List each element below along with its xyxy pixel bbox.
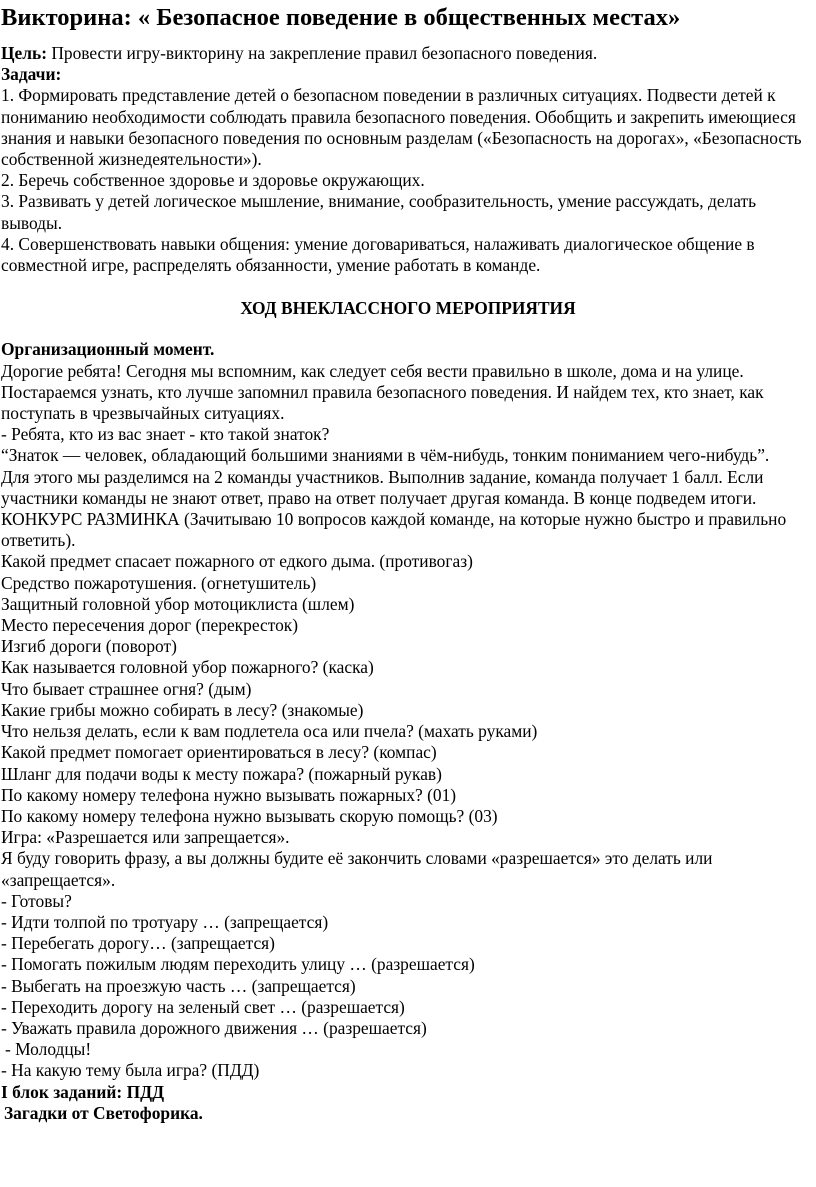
game-line: - Уважать правила дорожного движения … (разрешается)	[1, 1017, 427, 1038]
game-line: - Выбегать на проезжую часть … (запрещается)	[1, 975, 356, 996]
game-intro: Я буду говорить фразу, а вы должны будите её закончить словами «разрешается» это делать или «запрещается».	[1, 848, 713, 890]
warmup-question: Какой предмет помогает ориентироваться в лесу? (компас)	[1, 742, 437, 763]
task-item: 4. Совершенствовать навыки общения: умение договариваться, налаживать диалогическое общение в совместной игре, распределять обязанности, умение работать в команде.	[1, 233, 755, 276]
warmup-question: Что нельзя делать, если к вам подлетела оса или пчела? (махать руками)	[1, 721, 538, 742]
goal-label: Цель:	[1, 43, 47, 63]
task-item: 2. Беречь собственное здоровье и здоровье окружающих.	[1, 170, 425, 191]
section-heading: ХОД ВНЕКЛАССНОГО МЕРОПРИЯТИЯ	[240, 298, 576, 319]
tasks-label: Задачи:	[1, 64, 62, 85]
warmup-question: Что бывает страшнее огня? (дым)	[1, 678, 252, 699]
warmup-question: Место пересечения дорог (перекресток)	[1, 615, 298, 636]
warmup-question: Средство пожаротушения. (огнетушитель)	[1, 572, 317, 593]
intro-paragraph: “Знаток — человек, обладающий большими знаниями в чём-нибудь, тонким пониманием чего-нибудь”.	[1, 445, 770, 466]
block1-heading: I блок заданий: ПДД	[1, 1081, 165, 1102]
intro-paragraph: КОНКУРС РАЗМИНКА (Зачитываю 10 вопросов каждой команде, на которые нужно быстро и правильно ответить).	[1, 509, 787, 551]
warmup-question: Защитный головной убор мотоциклиста (шлем)	[1, 593, 355, 614]
document-title: Викторина: « Безопасное поведение в общественных местах»	[1, 4, 681, 31]
task-item: 3. Развивать у детей логическое мышление, внимание, сообразительность, умение рассуждать, делать выводы.	[1, 191, 757, 233]
game-title: Игра: «Разрешается или запрещается».	[1, 827, 290, 848]
intro-paragraph: Дорогие ребята! Сегодня мы вспомним, как следует себя вести правильно в школе, дома и на улице. Постараемся узнать, кто лучше запомнил правила безопасного поведения. И найдем тех, кто знает, как поступать в чрезвычайных ситуациях.	[1, 360, 764, 424]
topic-question: - На какую тему была игра? (ПДД)	[1, 1060, 260, 1081]
warmup-question: Как называется головной убор пожарного? (каска)	[1, 657, 374, 678]
game-line: - Идти толпой по тротуару … (запрещается)	[1, 911, 329, 932]
riddles-heading: Загадки от Светофорика.	[4, 1102, 203, 1123]
org-moment-label: Организационный момент.	[1, 339, 215, 360]
intro-paragraph: Для этого мы разделимся на 2 команды участников. Выполнив задание, команда получает 1 балл. Если участники команды не знают ответ, право на ответ получает другая команда. В конце подведем итоги.	[1, 466, 764, 508]
task-item: 1. Формировать представление детей о безопасном поведении в различных ситуациях. Подвести детей к пониманию необходимости соблюдать правила безопасного поведения. Обобщить и закрепить имеющиеся знания и навыки безопасного поведения по основным разделам («Безопасность на дорогах», «Безопасность собственной жизнедеятельности»).	[1, 85, 802, 170]
warmup-question: По какому номеру телефона нужно вызывать скорую помощь? (03)	[1, 805, 498, 826]
warmup-question: Какие грибы можно собирать в лесу? (знакомые)	[1, 699, 364, 720]
warmup-question: Шланг для подачи воды к месту пожара? (пожарный рукав)	[1, 763, 442, 784]
game-line: - Готовы?	[1, 890, 72, 911]
game-line: - Помогать пожилым людям переходить улицу … (разрешается)	[1, 954, 475, 975]
warmup-question: Изгиб дороги (поворот)	[1, 636, 177, 657]
goal-text: Провести игру-викторину на закрепление правил безопасного поведения.	[47, 43, 598, 63]
game-line: - Перебегать дорогу… (запрещается)	[1, 933, 275, 954]
game-line: - Переходить дорогу на зеленый свет … (разрешается)	[1, 996, 405, 1017]
intro-paragraph: - Ребята, кто из вас знает - кто такой знаток?	[1, 424, 330, 445]
praise-line: - Молодцы!	[5, 1039, 92, 1060]
warmup-question: По какому номеру телефона нужно вызывать пожарных? (01)	[1, 784, 457, 805]
goal-paragraph	[1, 43, 815, 64]
document-body	[1, 43, 815, 1124]
warmup-question: Какой предмет спасает пожарного от едкого дыма. (противогаз)	[1, 551, 473, 572]
